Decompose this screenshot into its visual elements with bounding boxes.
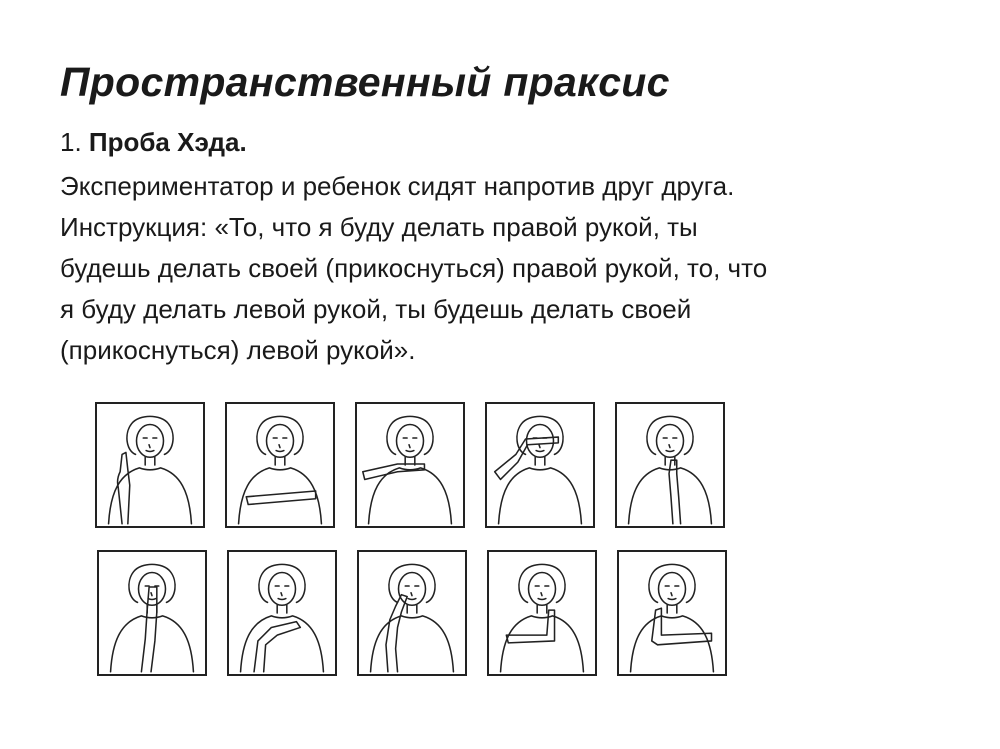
instructions-text xyxy=(60,166,980,371)
pose-drawing xyxy=(617,404,723,526)
body-line: (прикоснуться) левой рукой». xyxy=(60,335,416,365)
pose-figure-hand-covering-face xyxy=(97,550,207,676)
pose-drawing xyxy=(229,552,335,674)
pose-figure-arm-horizontal-chest xyxy=(225,402,335,528)
body-line: Экспериментатор и ребенок сидят напротив друг друга. xyxy=(60,171,735,201)
pose-drawing xyxy=(359,552,465,674)
pose-drawing xyxy=(99,552,205,674)
pose-figure-arm-horizontal-raised-hand xyxy=(617,550,727,676)
test-heading xyxy=(60,125,247,159)
pose-drawing xyxy=(227,404,333,526)
pose-figure-hand-under-chin xyxy=(355,402,465,528)
body-line: Инструкция: «То, что я буду делать правой рукой, ты xyxy=(60,212,698,242)
pose-figure-hand-on-shoulder xyxy=(227,550,337,676)
pose-drawing xyxy=(357,404,463,526)
test-number: 1. xyxy=(60,127,82,157)
test-name: Проба Хэда. xyxy=(88,127,247,157)
pose-figure-arm-horizontal-hand-at-chin xyxy=(487,550,597,676)
pose-figure-hand-on-cheek xyxy=(357,550,467,676)
body-line: будешь делать своей (прикоснуться) правой рукой, то, что xyxy=(60,253,768,283)
pose-drawing xyxy=(487,404,593,526)
pose-drawing xyxy=(97,404,203,526)
pose-drawing xyxy=(619,552,725,674)
pose-drawing xyxy=(489,552,595,674)
body-line: я буду делать левой рукой, ты будешь делать своей xyxy=(60,294,692,324)
pose-figure-hand-at-chin-vertical xyxy=(615,402,725,528)
pose-figure-hand-over-eyes xyxy=(485,402,595,528)
pose-figures-grid xyxy=(95,402,727,706)
pose-figure-hand-raised-beside-face xyxy=(95,402,205,528)
slide-title: Пространственный праксис xyxy=(60,59,670,105)
